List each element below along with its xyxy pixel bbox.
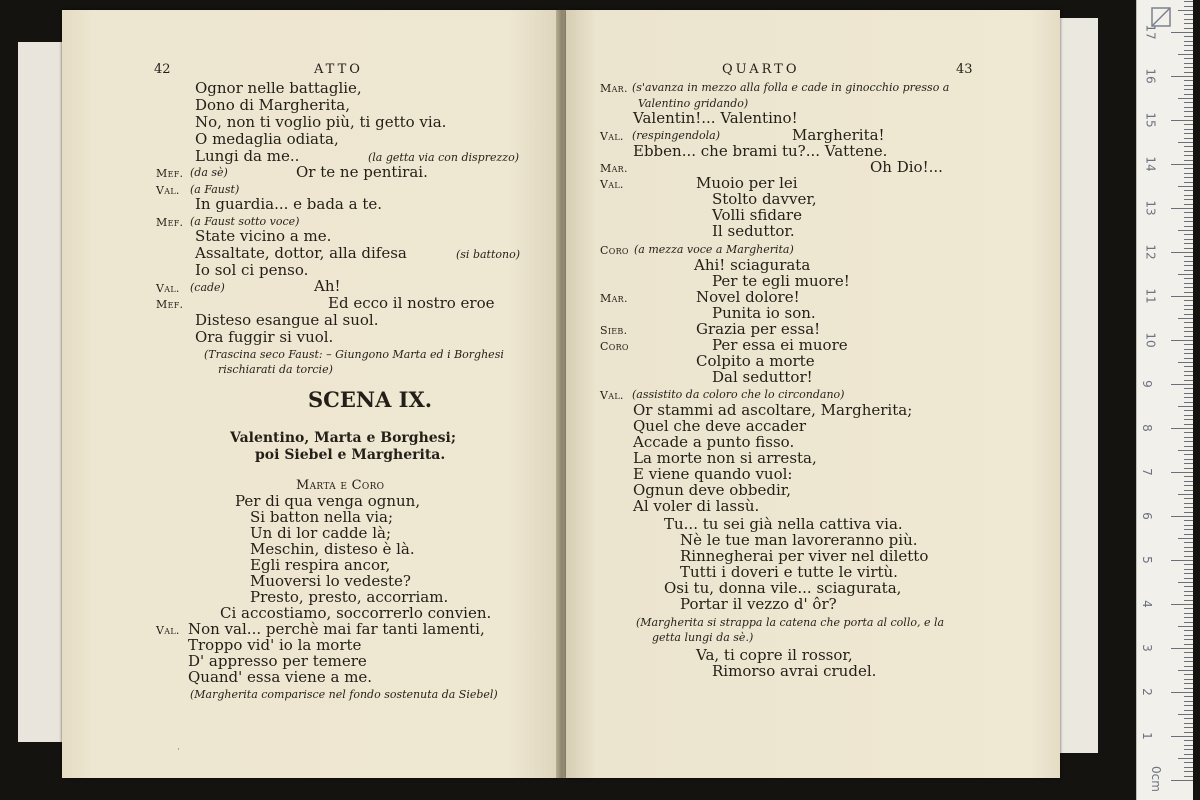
ruler-tick — [1178, 714, 1193, 715]
speaker-label: Mar. — [600, 162, 628, 175]
ruler-tick — [1184, 476, 1193, 477]
ruler-tick — [1184, 762, 1193, 763]
verse-line: Rimorso avrai crudel. — [712, 662, 877, 680]
verse-line: Osi tu, donna vile... sciagurata, — [664, 579, 902, 597]
chorus-line: Egli respira ancor, — [250, 556, 391, 574]
ruler-tick — [1184, 776, 1193, 777]
ruler-tick — [1184, 520, 1193, 521]
ruler-tick — [1184, 446, 1193, 447]
chorus-line: Si batton nella via; — [250, 508, 394, 526]
verse-line: Punita io son. — [712, 304, 816, 322]
ruler-tick — [1184, 366, 1193, 367]
ruler-tick — [1184, 586, 1193, 587]
ruler-tick — [1184, 204, 1193, 205]
verse-line: Or te ne pentirai. — [296, 163, 428, 181]
ruler-tick — [1184, 498, 1193, 499]
chorus-line: Un di lor cadde là; — [250, 524, 391, 542]
ruler-tick — [1184, 344, 1193, 345]
speaker-label: Val. — [156, 624, 180, 637]
ruler-tick — [1184, 696, 1193, 697]
ruler-tick — [1178, 318, 1193, 319]
ruler-tick — [1184, 432, 1193, 433]
ruler-tick — [1184, 23, 1193, 24]
ruler-label: 1 — [1139, 732, 1154, 740]
ruler-tick — [1184, 732, 1193, 733]
speaker-label: Mar. — [600, 82, 628, 95]
chorus-line: Presto, presto, accorriam. — [250, 588, 449, 606]
ruler-tick — [1184, 309, 1193, 310]
ruler-tick — [1184, 622, 1193, 623]
speaker-label: Val. — [600, 178, 624, 191]
ruler-tick — [1184, 322, 1193, 323]
ruler-tick — [1184, 168, 1193, 169]
ruler-tick — [1184, 481, 1193, 482]
verse-line: Oh Dio!... — [870, 158, 943, 176]
verse-line: Portar il vezzo d' ôr? — [680, 595, 837, 613]
verse-line: No, non ti voglio più, ti getto via. — [195, 113, 447, 131]
ruler-tick — [1184, 402, 1193, 403]
ruler-tick — [1184, 644, 1193, 645]
verse-line: Ora fuggir si vuol. — [195, 328, 334, 346]
ruler-tick — [1171, 692, 1193, 693]
ruler-tick — [1184, 353, 1193, 354]
ruler-tick — [1184, 226, 1193, 227]
stage-direction: (si battono) — [456, 248, 521, 261]
characters-line: poi Siebel e Margherita. — [255, 447, 446, 463]
ruler-label: 11 — [1143, 288, 1158, 304]
verse-line: Il seduttor. — [712, 222, 795, 240]
ruler-tick — [1184, 437, 1193, 438]
verse-line: Volli sfidare — [712, 206, 802, 224]
ruler-tick — [1178, 450, 1193, 451]
speaker-label: Val. — [600, 389, 624, 402]
speaker-label: Val. — [156, 282, 180, 295]
ruler-tick — [1184, 89, 1193, 90]
ruler-tick — [1184, 507, 1193, 508]
ruler-label: 2 — [1139, 688, 1154, 696]
ruler-tick — [1184, 749, 1193, 750]
ruler-tick — [1184, 336, 1193, 337]
ruler-tick — [1184, 397, 1193, 398]
ruler-tick — [1184, 173, 1193, 174]
verse-line: Al voler di lassù. — [633, 497, 760, 515]
ruler-label: 17 — [1143, 24, 1158, 40]
ruler-tick — [1171, 560, 1193, 561]
ruler-tick — [1184, 102, 1193, 103]
ruler-tick — [1184, 111, 1193, 112]
verse-line: Dal seduttor! — [712, 368, 813, 386]
ruler-tick — [1184, 314, 1193, 315]
verse-line: Ah! — [314, 277, 341, 295]
ruler-label: 6 — [1139, 512, 1154, 520]
verse-line: State vicino a me. — [195, 227, 332, 245]
ruler-tick — [1184, 300, 1193, 301]
ruler-tick — [1184, 327, 1193, 328]
stage-direction: (cade) — [190, 281, 225, 294]
ruler-tick — [1184, 195, 1193, 196]
verse-line: Muoio per lei — [696, 174, 798, 192]
ruler-tick — [1184, 393, 1193, 394]
ruler-tick — [1171, 120, 1193, 121]
ruler-tick — [1184, 666, 1193, 667]
verse-line: Ebben... che brami tu?... Vattene. — [633, 142, 888, 160]
ruler-tick — [1184, 80, 1193, 81]
ruler-tick — [1184, 710, 1193, 711]
characters-line: Valentino, Marta e Borghesi; — [230, 430, 457, 446]
ruler-tick — [1171, 340, 1193, 341]
ruler-tick — [1184, 551, 1193, 552]
ruler-tick — [1184, 525, 1193, 526]
ruler-tick — [1184, 534, 1193, 535]
ruler-tick — [1184, 41, 1193, 42]
verse-line: Colpito a morte — [696, 352, 815, 370]
stage-direction: rischiarati da torcie) — [218, 363, 333, 376]
ruler-tick — [1184, 639, 1193, 640]
ruler-tick — [1184, 371, 1193, 372]
ruler-tick — [1184, 705, 1193, 706]
ruler-tick — [1171, 296, 1193, 297]
ruler-tick — [1184, 569, 1193, 570]
ruler-tick — [1184, 573, 1193, 574]
ruler-tick — [1184, 265, 1193, 266]
ruler-tick — [1171, 252, 1193, 253]
ruler-tick — [1184, 19, 1193, 20]
measurement-ruler — [1136, 0, 1193, 800]
ruler-tick — [1184, 635, 1193, 636]
verse-line: Per te egli muore! — [712, 272, 850, 290]
ruler-tick — [1184, 485, 1193, 486]
ruler-tick — [1184, 727, 1193, 728]
verse-line: Dono di Margherita, — [195, 96, 351, 114]
scene-title: SCENA IX. — [308, 387, 433, 412]
ruler-tick — [1171, 76, 1193, 77]
ruler-tick — [1184, 441, 1193, 442]
page-number: 43 — [956, 62, 973, 77]
verse-line: Accade a punto fisso. — [633, 433, 795, 451]
ruler-tick — [1184, 63, 1193, 64]
ruler-tick — [1184, 613, 1193, 614]
ruler-tick — [1184, 745, 1193, 746]
ruler-tick — [1184, 234, 1193, 235]
verse-line: Nè le tue man lavoreranno più. — [680, 531, 918, 549]
ruler-tick — [1184, 45, 1193, 46]
stage-direction: (a mezza voce a Margherita) — [634, 243, 794, 256]
ruler-tick — [1184, 674, 1193, 675]
ruler-tick — [1178, 186, 1193, 187]
speaker-label: Val. — [156, 184, 180, 197]
ruler-label: 13 — [1143, 200, 1158, 216]
ruler-tick — [1184, 107, 1193, 108]
right-page — [566, 10, 1060, 778]
ruler-tick — [1178, 582, 1193, 583]
ruler-tick — [1184, 578, 1193, 579]
verse-line: Tu... tu sei già nella cattiva via. — [664, 515, 903, 533]
ruler-tick — [1178, 142, 1193, 143]
verse-line: Assaltate, dottor, alla difesa — [195, 244, 407, 262]
ruler-tick — [1184, 256, 1193, 257]
ruler-tick — [1184, 679, 1193, 680]
verse-line: Or stammi ad ascoltare, Margherita; — [633, 401, 913, 419]
ruler-tick — [1184, 243, 1193, 244]
ruler-tick — [1184, 617, 1193, 618]
ruler-tick — [1184, 1, 1193, 2]
ruler-tick — [1178, 98, 1193, 99]
stage-direction: (s'avanza in mezzo alla folla e cade in ginocchio presso a — [632, 81, 950, 94]
left-page — [62, 10, 559, 778]
ruler-tick — [1184, 155, 1193, 156]
ruler-tick — [1184, 292, 1193, 293]
ruler-tick — [1184, 556, 1193, 557]
ruler-tick — [1184, 151, 1193, 152]
ruler-tick — [1184, 463, 1193, 464]
ruler-tick — [1171, 604, 1193, 605]
ruler-label: 10 — [1143, 332, 1158, 348]
verse-line: Io sol ci penso. — [195, 261, 309, 279]
ruler-tick — [1184, 50, 1193, 51]
verse-line: D' appresso per temere — [188, 652, 367, 670]
ruler-tick — [1184, 424, 1193, 425]
chorus-line: Meschin, disteso è là. — [250, 540, 415, 558]
ruler-label: 16 — [1143, 68, 1158, 84]
speaker-label: Mef. — [156, 167, 184, 180]
ruler-tick — [1171, 428, 1193, 429]
verse-line: Grazia per essa! — [696, 320, 821, 338]
speaker-label: Mef. — [156, 216, 184, 229]
ruler-tick — [1184, 468, 1193, 469]
verse-line: Stolto davver, — [712, 190, 817, 208]
verse-line: La morte non si arresta, — [633, 449, 817, 467]
ruler-tick — [1184, 595, 1193, 596]
ruler-tick — [1171, 780, 1193, 781]
verse-line: Non val... perchè mai far tanti lamenti, — [188, 620, 485, 638]
stage-direction: Valentino gridando) — [638, 97, 749, 110]
verse-line: O medaglia odiata, — [195, 130, 339, 148]
ruler-tick — [1184, 652, 1193, 653]
verse-line: Disteso esangue al suol. — [195, 311, 379, 329]
ruler-label: 4 — [1139, 600, 1154, 608]
ruler-tick — [1184, 116, 1193, 117]
ruler-tick — [1184, 771, 1193, 772]
stage-direction: (Trascina seco Faust: – Giungono Marta ed i Borghesi — [204, 348, 504, 361]
ruler-label: 15 — [1143, 112, 1158, 128]
ruler-tick — [1184, 754, 1193, 755]
ruler-tick — [1171, 472, 1193, 473]
ruler-tick — [1184, 459, 1193, 460]
ruler-tick — [1184, 160, 1193, 161]
ruler-label: 12 — [1143, 244, 1158, 260]
ruler-tick — [1184, 36, 1193, 37]
ruler-tick — [1184, 349, 1193, 350]
ruler-tick — [1184, 608, 1193, 609]
verse-line: Valentin!... Valentino! — [633, 109, 798, 127]
ruler-tick — [1184, 287, 1193, 288]
ruler-tick — [1184, 190, 1193, 191]
ruler-tick — [1184, 600, 1193, 601]
ruler-tick — [1184, 72, 1193, 73]
ruler-tick — [1184, 503, 1193, 504]
verse-line: E viene quando vuol: — [633, 465, 793, 483]
ruler-label: 3 — [1139, 644, 1154, 652]
stage-direction: getta lungi da sè.) — [652, 631, 754, 644]
ruler-tick — [1184, 199, 1193, 200]
verse-line: Va, ti copre il rossor, — [696, 646, 853, 664]
ruler-tick — [1178, 230, 1193, 231]
ruler-tick — [1184, 657, 1193, 658]
ruler-label: 0cm — [1148, 766, 1163, 792]
ruler-tick — [1184, 375, 1193, 376]
ruler-tick — [1171, 648, 1193, 649]
ruler-tick — [1178, 54, 1193, 55]
ruler-tick — [1184, 283, 1193, 284]
ruler-tick — [1178, 626, 1193, 627]
ruler-tick — [1184, 221, 1193, 222]
verse-line: Tutti i doveri e tutte le virtù. — [680, 563, 898, 581]
verse-line: Ognun deve obbedir, — [633, 481, 792, 499]
speaker-label: Coro — [600, 340, 629, 353]
chorus-line: Per di qua venga ognun, — [235, 492, 421, 510]
verse-line: Ognor nelle battaglie, — [195, 79, 362, 97]
ruler-corner-icon — [1150, 6, 1172, 28]
ruler-tick — [1178, 538, 1193, 539]
running-header: ATTO — [314, 62, 363, 77]
verse-line: Rinnegherai per viver nel diletto — [680, 547, 929, 565]
ruler-tick — [1184, 490, 1193, 491]
ruler-tick — [1171, 384, 1193, 385]
ruler-tick — [1184, 94, 1193, 95]
ruler-tick — [1184, 217, 1193, 218]
ruler-tick — [1184, 6, 1193, 7]
stage-direction: (da sè) — [190, 166, 228, 179]
ruler-tick — [1184, 261, 1193, 262]
ruler-tick — [1184, 177, 1193, 178]
ruler-tick — [1184, 454, 1193, 455]
speaker-label: Sieb. — [600, 324, 628, 337]
ruler-label: 5 — [1139, 556, 1154, 564]
verse-line: Novel dolore! — [696, 288, 800, 306]
ink-speck: ˙ — [176, 748, 181, 759]
speaker-label: Coro — [600, 244, 629, 257]
chorus-line: Ci accostiamo, soccorrerlo convien. — [220, 604, 492, 622]
ruler-tick — [1171, 32, 1193, 33]
ruler-tick — [1184, 270, 1193, 271]
ruler-tick — [1184, 358, 1193, 359]
verse-line: Quel che deve accader — [633, 417, 807, 435]
ruler-tick — [1184, 661, 1193, 662]
ruler-tick — [1184, 564, 1193, 565]
verse-line: Lungi da me.. — [195, 147, 300, 165]
ruler-label: 7 — [1139, 468, 1154, 476]
ruler-label: 14 — [1143, 156, 1158, 172]
ruler-tick — [1184, 133, 1193, 134]
speaker-label: Mef. — [156, 298, 184, 311]
chorus-heading: Marta e Coro — [296, 478, 385, 493]
verse-line: Ed ecco il nostro eroe — [328, 294, 495, 312]
ruler-label: 8 — [1139, 424, 1154, 432]
stage-direction: (a Faust sotto voce) — [190, 215, 300, 228]
ruler-tick — [1184, 688, 1193, 689]
ruler-tick — [1184, 740, 1193, 741]
page-number: 42 — [154, 62, 171, 77]
ruler-tick — [1184, 124, 1193, 125]
ruler-tick — [1171, 208, 1193, 209]
ruler-label: 9 — [1139, 380, 1154, 388]
ruler-tick — [1184, 278, 1193, 279]
ruler-tick — [1178, 494, 1193, 495]
verse-line: In guardia... e bada a te. — [195, 195, 383, 213]
verse-line: Ahi! sciagurata — [694, 256, 811, 274]
ruler-tick — [1184, 701, 1193, 702]
ruler-tick — [1184, 547, 1193, 548]
ruler-tick — [1184, 138, 1193, 139]
running-header: QUARTO — [722, 62, 800, 77]
ruler-tick — [1184, 305, 1193, 306]
ruler-tick — [1184, 28, 1193, 29]
ruler-tick — [1178, 670, 1193, 671]
stage-direction: (a Faust) — [190, 183, 240, 196]
speaker-label: Val. — [600, 130, 624, 143]
ruler-tick — [1184, 248, 1193, 249]
ruler-tick — [1184, 512, 1193, 513]
ruler-tick — [1184, 410, 1193, 411]
ruler-tick — [1184, 182, 1193, 183]
ruler-tick — [1184, 212, 1193, 213]
ruler-tick — [1178, 10, 1193, 11]
ruler-tick — [1184, 58, 1193, 59]
ruler-tick — [1184, 767, 1193, 768]
ruler-tick — [1184, 419, 1193, 420]
verse-line: Margherita! — [792, 126, 885, 144]
ruler-tick — [1184, 146, 1193, 147]
ruler-tick — [1184, 683, 1193, 684]
ruler-tick — [1171, 164, 1193, 165]
ruler-tick — [1178, 362, 1193, 363]
verse-line: Troppo vid' io la morte — [188, 636, 362, 654]
ruler-tick — [1171, 516, 1193, 517]
verse-line: Per essa ei muore — [712, 336, 848, 354]
ruler-tick — [1184, 630, 1193, 631]
ruler-tick — [1184, 14, 1193, 15]
ruler-tick — [1178, 274, 1193, 275]
ruler-tick — [1184, 380, 1193, 381]
ruler-tick — [1184, 331, 1193, 332]
ruler-tick — [1184, 591, 1193, 592]
speaker-label: Mar. — [600, 292, 628, 305]
ruler-tick — [1184, 718, 1193, 719]
ruler-tick — [1178, 406, 1193, 407]
chorus-line: Muoversi lo vedeste? — [250, 572, 411, 590]
stage-direction: (assistito da coloro che lo circondano) — [632, 388, 845, 401]
verse-line: Quand' essa viene a me. — [188, 668, 373, 686]
stage-direction: (la getta via con disprezzo) — [368, 151, 519, 164]
stage-direction: (Margherita si strappa la catena che porta al collo, e la — [636, 616, 945, 629]
ruler-tick — [1184, 529, 1193, 530]
ruler-tick — [1184, 415, 1193, 416]
ruler-tick — [1184, 67, 1193, 68]
stage-direction: (Margherita comparisce nel fondo sostenuta da Siebel) — [190, 688, 498, 701]
ruler-tick — [1184, 239, 1193, 240]
ruler-tick — [1178, 758, 1193, 759]
stage-direction: (respingendola) — [632, 129, 721, 142]
ruler-tick — [1171, 736, 1193, 737]
ruler-tick — [1184, 723, 1193, 724]
ruler-tick — [1184, 542, 1193, 543]
ruler-tick — [1184, 388, 1193, 389]
ruler-tick — [1184, 85, 1193, 86]
ruler-tick — [1184, 129, 1193, 130]
